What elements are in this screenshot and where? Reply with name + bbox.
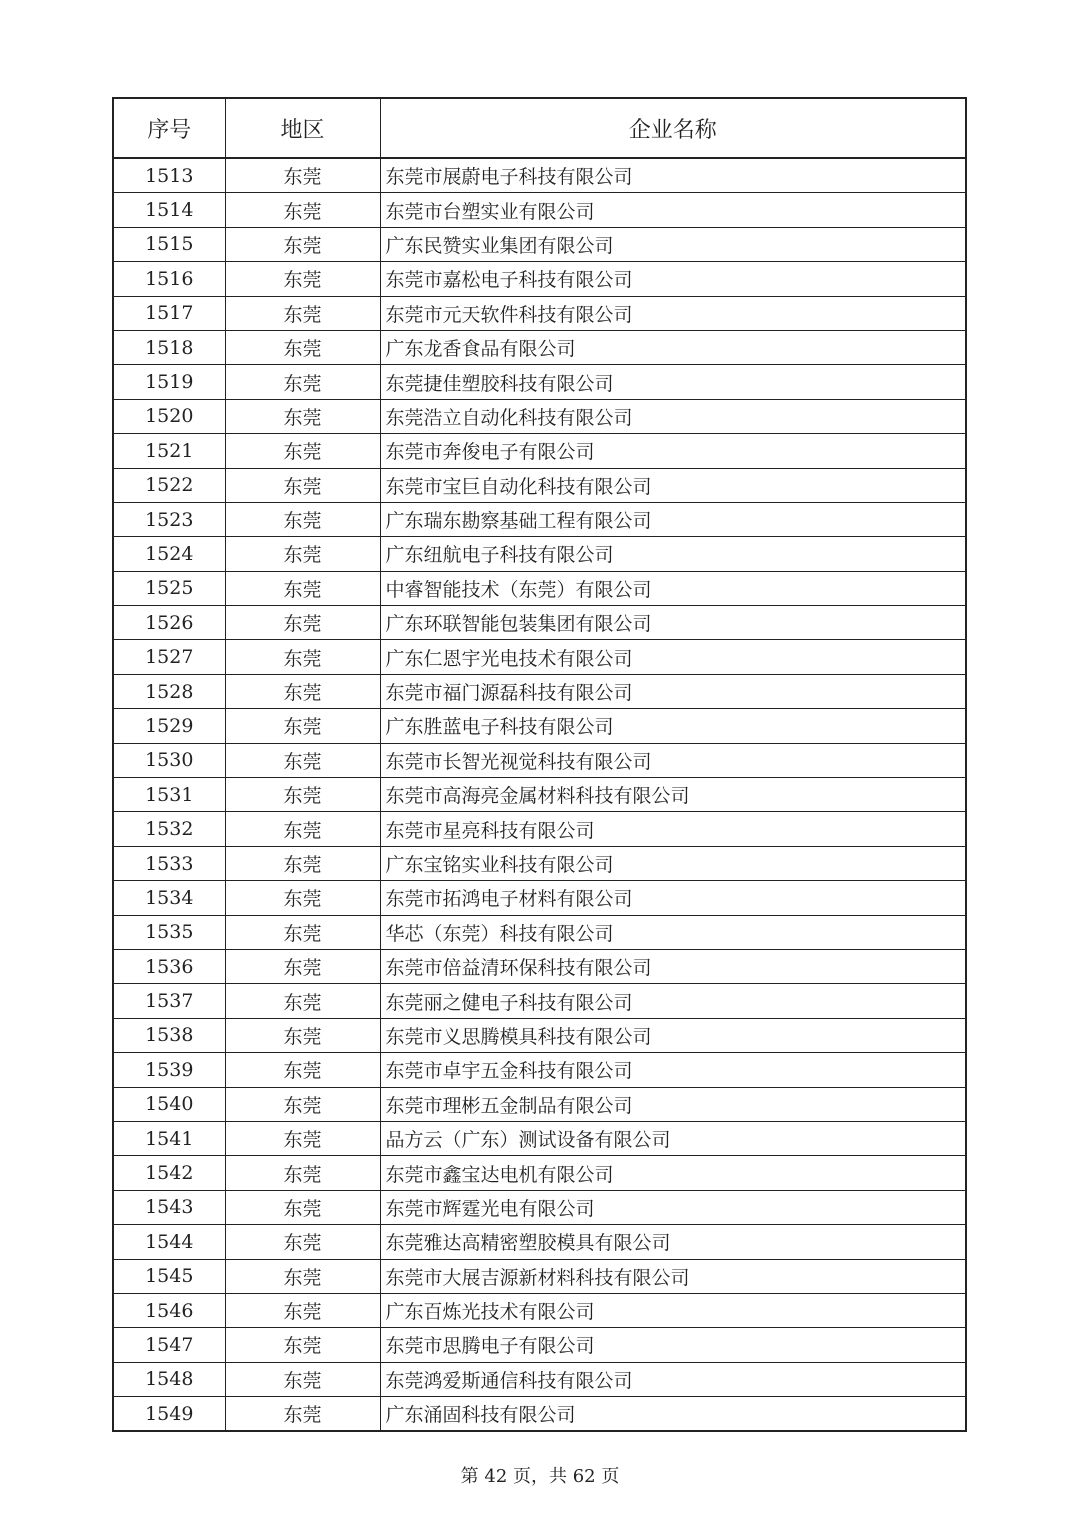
seq-cell: 1533 (113, 846, 225, 880)
company-name-cell: 东莞市福门源磊科技有限公司 (380, 674, 966, 708)
table-row (113, 193, 966, 227)
region-cell: 东莞 (225, 330, 380, 364)
company-list-table (112, 97, 967, 1432)
table-row (113, 1362, 966, 1396)
table-row (113, 846, 966, 880)
seq-cell: 1524 (113, 537, 225, 571)
region-cell: 东莞 (225, 640, 380, 674)
company-name-cell: 东莞市宝巨自动化科技有限公司 (380, 468, 966, 502)
company-name-cell: 广东纽航电子科技有限公司 (380, 537, 966, 571)
region-cell: 东莞 (225, 674, 380, 708)
region-cell: 东莞 (225, 949, 380, 983)
company-name-cell: 东莞市高海亮金属材料科技有限公司 (380, 778, 966, 812)
seq-cell: 1536 (113, 949, 225, 983)
table-row (113, 1087, 966, 1121)
region-cell: 东莞 (225, 1397, 380, 1432)
company-name-cell: 东莞市嘉松电子科技有限公司 (380, 262, 966, 296)
region-cell: 东莞 (225, 434, 380, 468)
company-name-cell: 东莞捷佳塑胶科技有限公司 (380, 365, 966, 399)
table-row (113, 915, 966, 949)
region-cell: 东莞 (225, 262, 380, 296)
table-row (113, 1190, 966, 1224)
region-cell: 东莞 (225, 365, 380, 399)
table-row (113, 881, 966, 915)
seq-cell: 1529 (113, 709, 225, 743)
table-row (113, 502, 966, 536)
table-row (113, 640, 966, 674)
region-cell: 东莞 (225, 1018, 380, 1052)
seq-cell: 1528 (113, 674, 225, 708)
region-cell: 东莞 (225, 502, 380, 536)
table-row (113, 1121, 966, 1155)
region-cell: 东莞 (225, 1362, 380, 1396)
column-header-name: 企业名称 (380, 98, 966, 158)
company-name-cell: 广东龙香食品有限公司 (380, 330, 966, 364)
column-header-seq: 序号 (113, 98, 225, 158)
region-cell: 东莞 (225, 881, 380, 915)
region-cell: 东莞 (225, 158, 380, 193)
company-name-cell: 东莞市卓宇五金科技有限公司 (380, 1053, 966, 1087)
table-body (113, 158, 966, 1431)
company-name-cell: 东莞市元天软件科技有限公司 (380, 296, 966, 330)
table-row (113, 1293, 966, 1327)
table-row (113, 1225, 966, 1259)
seq-cell: 1531 (113, 778, 225, 812)
table-row (113, 674, 966, 708)
seq-cell: 1530 (113, 743, 225, 777)
seq-cell: 1537 (113, 984, 225, 1018)
region-cell: 东莞 (225, 812, 380, 846)
company-name-cell: 东莞市奔俊电子有限公司 (380, 434, 966, 468)
company-name-cell: 广东环联智能包装集团有限公司 (380, 606, 966, 640)
region-cell: 东莞 (225, 1121, 380, 1155)
company-name-cell: 东莞市理彬五金制品有限公司 (380, 1087, 966, 1121)
seq-cell: 1526 (113, 606, 225, 640)
company-name-cell: 东莞丽之健电子科技有限公司 (380, 984, 966, 1018)
seq-cell: 1518 (113, 330, 225, 364)
region-cell: 东莞 (225, 606, 380, 640)
table-row (113, 1328, 966, 1362)
region-cell: 东莞 (225, 846, 380, 880)
company-name-cell: 广东百炼光技术有限公司 (380, 1293, 966, 1327)
table-row (113, 1397, 966, 1432)
company-name-cell: 东莞市倍益清环保科技有限公司 (380, 949, 966, 983)
seq-cell: 1543 (113, 1190, 225, 1224)
region-cell: 东莞 (225, 743, 380, 777)
seq-cell: 1516 (113, 262, 225, 296)
company-name-cell: 东莞市义思腾模具科技有限公司 (380, 1018, 966, 1052)
column-header-region: 地区 (225, 98, 380, 158)
company-name-cell: 广东胜蓝电子科技有限公司 (380, 709, 966, 743)
table-row (113, 743, 966, 777)
table-row (113, 1018, 966, 1052)
region-cell: 东莞 (225, 571, 380, 605)
region-cell: 东莞 (225, 1053, 380, 1087)
table-header-row (113, 98, 966, 158)
seq-cell: 1545 (113, 1259, 225, 1293)
seq-cell: 1523 (113, 502, 225, 536)
table-row (113, 984, 966, 1018)
company-name-cell: 广东瑞东勘察基础工程有限公司 (380, 502, 966, 536)
seq-cell: 1547 (113, 1328, 225, 1362)
company-name-cell: 东莞市大展吉源新材料科技有限公司 (380, 1259, 966, 1293)
seq-cell: 1515 (113, 227, 225, 261)
company-name-cell: 广东涌固科技有限公司 (380, 1397, 966, 1432)
table-row (113, 1053, 966, 1087)
region-cell: 东莞 (225, 778, 380, 812)
company-name-cell: 品方云（广东）测试设备有限公司 (380, 1121, 966, 1155)
company-name-cell: 东莞市思腾电子有限公司 (380, 1328, 966, 1362)
seq-cell: 1522 (113, 468, 225, 502)
company-name-cell: 东莞市台塑实业有限公司 (380, 193, 966, 227)
seq-cell: 1549 (113, 1397, 225, 1432)
region-cell: 东莞 (225, 984, 380, 1018)
table-row (113, 812, 966, 846)
region-cell: 东莞 (225, 468, 380, 502)
seq-cell: 1519 (113, 365, 225, 399)
company-name-cell: 东莞浩立自动化科技有限公司 (380, 399, 966, 433)
company-name-cell: 东莞市辉霆光电有限公司 (380, 1190, 966, 1224)
table-row (113, 365, 966, 399)
seq-cell: 1535 (113, 915, 225, 949)
table-row (113, 399, 966, 433)
page-number-footer: 第 42 页，共 62 页 (460, 1466, 620, 1487)
seq-cell: 1521 (113, 434, 225, 468)
seq-cell: 1538 (113, 1018, 225, 1052)
region-cell: 东莞 (225, 537, 380, 571)
region-cell: 东莞 (225, 1259, 380, 1293)
table-row (113, 330, 966, 364)
table-row (113, 296, 966, 330)
table-row (113, 1259, 966, 1293)
seq-cell: 1517 (113, 296, 225, 330)
region-cell: 东莞 (225, 1156, 380, 1190)
region-cell: 东莞 (225, 1225, 380, 1259)
table-row (113, 468, 966, 502)
company-name-cell: 东莞市星亮科技有限公司 (380, 812, 966, 846)
company-name-cell: 中睿智能技术（东莞）有限公司 (380, 571, 966, 605)
seq-cell: 1546 (113, 1293, 225, 1327)
region-cell: 东莞 (225, 296, 380, 330)
seq-cell: 1525 (113, 571, 225, 605)
seq-cell: 1544 (113, 1225, 225, 1259)
seq-cell: 1532 (113, 812, 225, 846)
seq-cell: 1513 (113, 158, 225, 193)
region-cell: 东莞 (225, 1190, 380, 1224)
table-row (113, 434, 966, 468)
seq-cell: 1534 (113, 881, 225, 915)
region-cell: 东莞 (225, 227, 380, 261)
table-row (113, 949, 966, 983)
company-name-cell: 东莞市鑫宝达电机有限公司 (380, 1156, 966, 1190)
company-name-cell: 东莞雅达高精密塑胶模具有限公司 (380, 1225, 966, 1259)
table-row (113, 571, 966, 605)
table-row (113, 778, 966, 812)
company-name-cell: 广东宝铭实业科技有限公司 (380, 846, 966, 880)
seq-cell: 1542 (113, 1156, 225, 1190)
seq-cell: 1540 (113, 1087, 225, 1121)
table-row (113, 158, 966, 193)
seq-cell: 1514 (113, 193, 225, 227)
company-name-cell: 广东仁恩宇光电技术有限公司 (380, 640, 966, 674)
seq-cell: 1548 (113, 1362, 225, 1396)
seq-cell: 1527 (113, 640, 225, 674)
region-cell: 东莞 (225, 399, 380, 433)
region-cell: 东莞 (225, 1087, 380, 1121)
region-cell: 东莞 (225, 709, 380, 743)
company-name-cell: 东莞市长智光视觉科技有限公司 (380, 743, 966, 777)
table-row (113, 227, 966, 261)
seq-cell: 1539 (113, 1053, 225, 1087)
seq-cell: 1541 (113, 1121, 225, 1155)
table-row (113, 1156, 966, 1190)
company-name-cell: 东莞市展蔚电子科技有限公司 (380, 158, 966, 193)
company-name-cell: 华芯（东莞）科技有限公司 (380, 915, 966, 949)
company-name-cell: 东莞鸿爱斯通信科技有限公司 (380, 1362, 966, 1396)
table-row (113, 537, 966, 571)
region-cell: 东莞 (225, 915, 380, 949)
table-row (113, 606, 966, 640)
table-row (113, 709, 966, 743)
region-cell: 东莞 (225, 1328, 380, 1362)
region-cell: 东莞 (225, 193, 380, 227)
company-name-cell: 广东民赞实业集团有限公司 (380, 227, 966, 261)
company-name-cell: 东莞市拓鸿电子材料有限公司 (380, 881, 966, 915)
seq-cell: 1520 (113, 399, 225, 433)
region-cell: 东莞 (225, 1293, 380, 1327)
table-row (113, 262, 966, 296)
